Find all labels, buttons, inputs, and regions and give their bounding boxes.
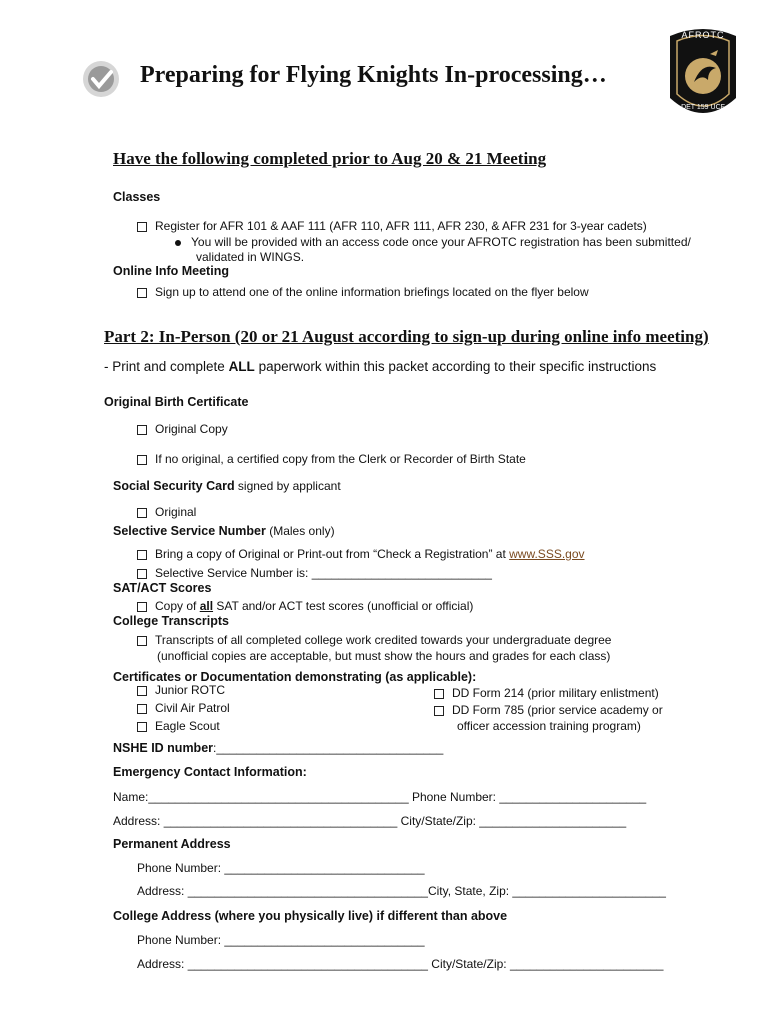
certs-checkbox-dd214[interactable] xyxy=(434,689,444,699)
birth-item-1: Original Copy xyxy=(137,422,228,436)
transcripts-checkbox[interactable] xyxy=(137,636,147,646)
sss-link[interactable]: www.SSS.gov xyxy=(509,547,585,561)
info-meeting-item: Sign up to attend one of the online information briefings located on the flyer below xyxy=(137,285,589,299)
part2-heading: Part 2: In-Person (20 or 21 August according to sign-up during online info meeting) xyxy=(104,327,709,346)
classes-bullet-cont: validated in WINGS. xyxy=(196,250,305,264)
ssn-label: Social Security Card signed by applicant xyxy=(113,479,341,493)
permanent-phone-field[interactable]: Phone Number: ______________________________ xyxy=(137,861,425,875)
certs-checkbox-jrotc[interactable] xyxy=(137,686,147,696)
classes-label: Classes xyxy=(113,190,161,204)
nshe-field[interactable]: NSHE ID number:__________________________________ xyxy=(113,741,444,755)
emergency-address-field[interactable]: Address: ___________________________________ City/State/Zip: ______________________ xyxy=(113,814,627,828)
part1-heading: Have the following completed prior to Aug 20 & 21 Meeting xyxy=(113,149,547,168)
college-address-field[interactable]: Address: ____________________________________ City/State/Zip: _______________________ xyxy=(137,957,664,971)
transcripts-item-1: Transcripts of all completed college work credited towards your undergraduate degree xyxy=(137,633,611,647)
certs-left-item: Civil Air Patrol xyxy=(137,701,230,715)
classes-bullet: You will be provided with an access code once your AFROTC registration has been submitted/ xyxy=(175,235,691,249)
ssn-item-1: Original xyxy=(137,505,196,519)
afrotc-logo xyxy=(664,24,742,133)
check-badge-icon xyxy=(80,58,122,105)
selective-label: Selective Service Number (Males only) xyxy=(113,524,335,538)
sat-item-1: Copy of all SAT and/or ACT test scores (unofficial or official) xyxy=(137,599,473,613)
certs-right-item-2-cont: officer accession training program) xyxy=(457,719,641,733)
college-label: College Address (where you physically live) if different than above xyxy=(113,909,508,923)
permanent-address-field[interactable]: Address: ____________________________________City, State, Zip: _______________________ xyxy=(137,884,666,898)
sat-checkbox[interactable] xyxy=(137,602,147,612)
certs-left-item: Eagle Scout xyxy=(137,719,220,733)
certs-label: Certificates or Documentation demonstrating (as applicable): xyxy=(113,670,477,684)
certs-checkbox-eagle[interactable] xyxy=(137,722,147,732)
selective-checkbox-2[interactable] xyxy=(137,569,147,579)
certs-left-item: Junior ROTC xyxy=(137,683,225,697)
emergency-label: Emergency Contact Information: xyxy=(113,765,307,779)
birth-checkbox-1[interactable] xyxy=(137,425,147,435)
permanent-label: Permanent Address xyxy=(113,837,231,851)
sat-label: SAT/ACT Scores xyxy=(113,581,212,595)
certs-right-item-1: DD Form 214 (prior military enlistment) xyxy=(434,686,659,700)
certs-right-item-2: DD Form 785 (prior service academy or xyxy=(434,703,663,717)
selective-checkbox-1[interactable] xyxy=(137,550,147,560)
ssn-checkbox[interactable] xyxy=(137,508,147,518)
certs-checkbox-dd785[interactable] xyxy=(434,706,444,716)
transcripts-item-1-cont: (unofficial copies are acceptable, but must show the hours and grades for each class) xyxy=(157,649,611,663)
info-meeting-checkbox[interactable] xyxy=(137,288,147,298)
info-meeting-label: Online Info Meeting xyxy=(113,264,229,278)
selective-item-1: Bring a copy of Original or Print-out from “Check a Registration” at www.SSS.gov xyxy=(137,547,585,561)
birth-item-2: If no original, a certified copy from the Clerk or Recorder of Birth State xyxy=(137,452,526,466)
classes-item: Register for AFR 101 & AAF 111 (AFR 110, AFR 111, AFR 230, & AFR 231 for 3-year cadets) xyxy=(137,219,647,233)
part2-intro: - Print and complete ALL paperwork within this packet according to their specific instructions xyxy=(104,359,657,374)
classes-checkbox[interactable] xyxy=(137,222,147,232)
selective-item-2: Selective Service Number is: ___________________________ xyxy=(137,566,492,580)
birth-label: Original Birth Certificate xyxy=(104,395,249,409)
certs-checkbox-cap[interactable] xyxy=(137,704,147,714)
logo-top-text: AFROTC xyxy=(681,30,725,40)
birth-checkbox-2[interactable] xyxy=(137,455,147,465)
logo-bottom-text: DET 159 UCF xyxy=(681,104,725,111)
bullet-icon xyxy=(175,240,181,246)
emergency-name-phone-field[interactable]: Name:_______________________________________ Phone Number: ______________________ xyxy=(113,790,647,804)
transcripts-label: College Transcripts xyxy=(113,614,230,628)
college-phone-field[interactable]: Phone Number: ______________________________ xyxy=(137,933,425,947)
page-title: Preparing for Flying Knights In-processing… xyxy=(140,62,607,88)
